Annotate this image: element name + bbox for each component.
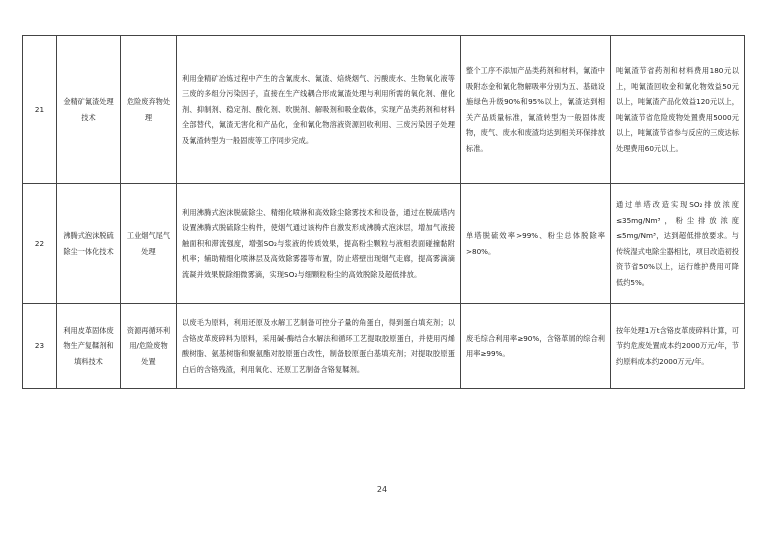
technology-description: 利用金精矿冶炼过程中产生的含氰废水、氰渣、焙烧烟气、污酸废水、生物氧化液等三废的多组分污染因子，直接在生产线耦合形成氰渣处理与利用所需的氧化剂、催化剂、抑制剂、稳定剂、酸化剂、吹脱剂、解吸剂和吸金载体，实现产品类药剂和材料全部替代，氰渣无害化和产品化，金和氰化物溶液资源回收利用、三废污染因子处理及氰渣转型为一般固废等工序同步完成。: [177, 36, 461, 184]
page-number: 24: [376, 485, 388, 494]
technology-category: 危险废弃物处理: [121, 36, 177, 184]
technology-benefit: 通过单塔改造实现SO₂排放浓度≤35mg/Nm³，粉尘排放浓度≤5mg/Nm³，达到超低排放要求。与传统湿式电除尘器相比，项目改造初投资节省50%以上，运行维护费用可降低约5%。: [611, 184, 745, 304]
technology-name: 利用皮革固体废物生产复鞣剂和填料技术: [57, 304, 121, 389]
technology-benefit: 吨氰渣节省药剂和材料费用180元以上，吨氰渣回收金和氰化物效益50元以上，吨氰渣产品化效益120元以上，吨氰渣节省危险废物处置费用5000元以上，吨氰渣节省参与反应的三废达标处理费用60元以上。: [611, 36, 745, 184]
technology-effect: 单塔脱硫效率>99%、粉尘总体脱除率>80%。: [461, 184, 611, 304]
row-number: 23: [23, 304, 57, 389]
technology-description: 利用沸腾式泡沫脱硫除尘、精细化喷淋和高效除尘除雾技术和设备，通过在脱硫塔内设置沸腾式脱硫除尘构件，使烟气通过该构件自激发形成沸腾式泡沫层，增加气液接触面积和滞流强度，增强SO₂与浆液的传质效果，提高粉尘颗粒与液相表面碰撞黏附机率；辅助精细化喷淋层及高效除雾器等布置，防止塔壁出现烟气走廊，提高雾滴滴流凝并效果脱除细微雾滴，实现SO₂与细颗粒粉尘的高效脱除及超低排放。: [177, 184, 461, 304]
technology-benefit: 按年处理1万t含铬皮革废碎料计算，可节约危废处置成本约2000万元/年，节约原料成本约2000万元/年。: [611, 304, 745, 389]
technology-description: 以废毛为原料，利用还原及水解工艺制备可控分子量的角蛋白，得到蛋白填充剂；以含铬皮革废碎料为原料，采用碱-酶结合水解法和循环工艺提取胶原蛋白，并使用丙烯酸树脂、氨基树脂和聚氨酯对胶原蛋白改性，制备胶原蛋白基填充剂；对提取胶原蛋白后的含铬残渣，利用氧化、还原工艺制备含铬复鞣剂。: [177, 304, 461, 389]
row-number: 21: [23, 36, 57, 184]
technology-effect: 废毛综合利用率≥90%，含铬革屑的综合利用率≥99%。: [461, 304, 611, 389]
table-row: [23, 304, 745, 389]
technology-name: 沸腾式泡沫脱硫除尘一体化技术: [57, 184, 121, 304]
table-row: [23, 184, 745, 304]
technology-category: 资源再循环利用/危险废物处置: [121, 304, 177, 389]
technology-effect: 整个工序不添加产品类药剂和材料，氰渣中吸附态金和氰化物解吸率分别为五、基础设施绿色升级90%和95%以上，氰渣达到相关产品质量标准，氰渣转型为一般固体废物，废气、废水和废渣均达到相关环保排放标准。: [461, 36, 611, 184]
technology-table: [22, 35, 745, 389]
table-row: [23, 36, 745, 184]
technology-name: 金精矿氰渣处理技术: [57, 36, 121, 184]
technology-category: 工业烟气尾气处理: [121, 184, 177, 304]
row-number: 22: [23, 184, 57, 304]
